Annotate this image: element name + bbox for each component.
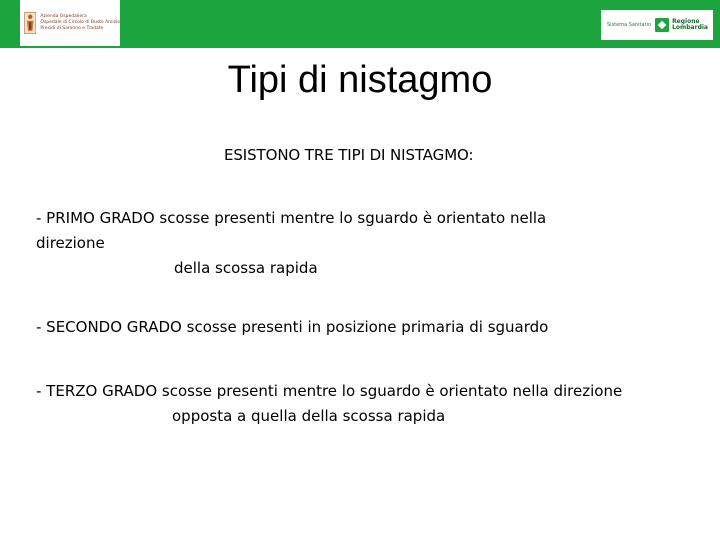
regione-brand [672, 19, 708, 31]
list-item-line: opposta a quella della scossa rapida [172, 407, 446, 425]
crest-icon [24, 3, 36, 43]
list-item-line: della scossa rapida [174, 259, 318, 277]
hospital-logo [20, 0, 120, 46]
regione-brand-line: Regione [672, 18, 700, 25]
hospital-logo-line: Ospedale di Circolo di Busto Arsizio [40, 20, 120, 25]
slide-title: Tipi di nistagmo [227, 59, 493, 101]
list-item-line: - PRIMO GRADO scosse presenti mentre lo sguardo è orientato nella [36, 209, 547, 227]
list-item [36, 315, 548, 340]
list-item-line: direzione [36, 234, 105, 252]
hospital-logo-text [40, 14, 120, 32]
list-item-line: - TERZO GRADO scosse presenti mentre lo sguardo è orientato nella direzione [36, 382, 623, 400]
sistema-sanitario-label: Sistema Sanitario [607, 22, 652, 28]
slide-subtitle: ESISTONO TRE TIPI DI NISTAGMO: [224, 146, 474, 164]
regione-brand-line: Lombardia [672, 24, 708, 31]
list-item [36, 379, 622, 429]
hospital-logo-line: Presidi di Saronno e Tradate [40, 26, 104, 31]
lombardia-rose-icon [655, 18, 669, 32]
regione-logo [601, 10, 713, 40]
hospital-logo-line: Azienda Ospedaliera [40, 14, 87, 19]
list-item-line: - SECONDO GRADO scosse presenti in posizione primaria di sguardo [36, 318, 549, 336]
header-bar [0, 0, 720, 48]
list-item [36, 206, 546, 281]
